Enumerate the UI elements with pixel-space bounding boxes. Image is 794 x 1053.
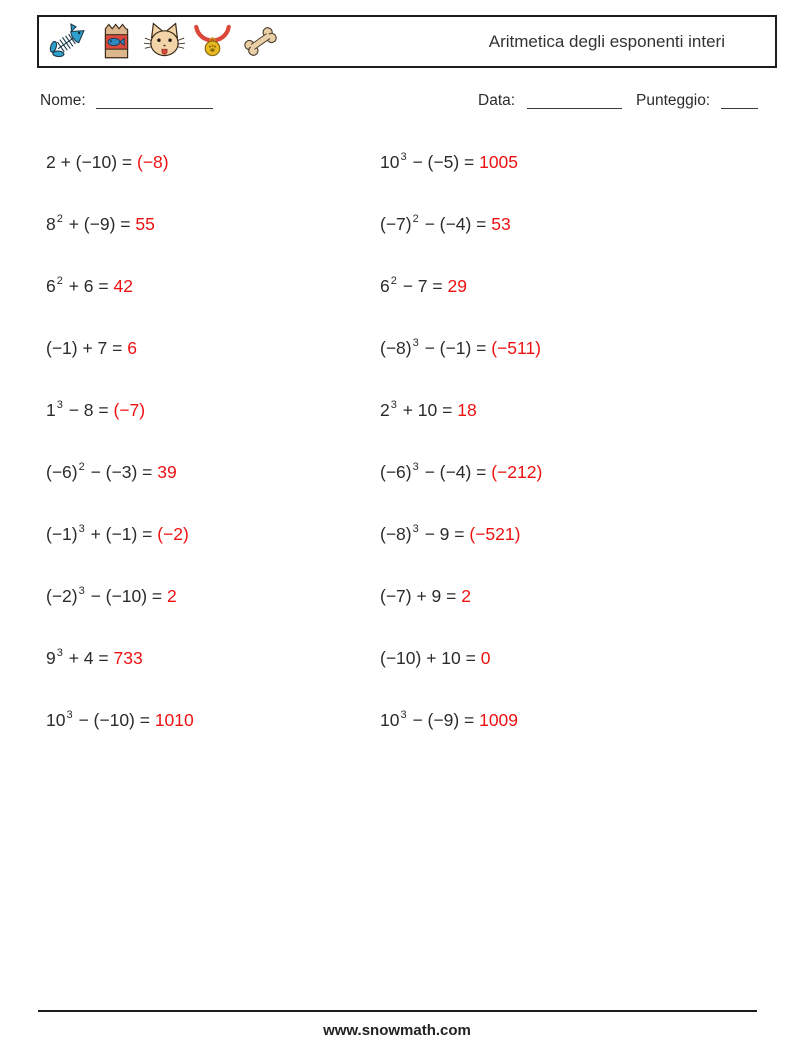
problem-answer: 2 (166, 585, 177, 606)
problem-row (380, 317, 542, 379)
score-label: Punteggio: (636, 92, 711, 109)
header-icons (39, 21, 281, 62)
problem-answer: 55 (135, 213, 155, 234)
problem-row (380, 131, 542, 193)
pet-food-bag-icon (96, 21, 137, 62)
problem-row (46, 193, 194, 255)
problem-expression: $(-1)^3 + (-1)$ = (46, 522, 158, 544)
problem-answer: 18 (457, 399, 477, 420)
problem-expression: $(-8)^3 - 9$ = (380, 522, 470, 544)
problem-expression: $10^3 - (-9)$ = (380, 708, 480, 730)
problem-row (46, 689, 194, 751)
problem-expression: $6^2 - 7$ = (380, 274, 448, 296)
problem-row (380, 565, 542, 627)
problem-column-left (46, 131, 194, 751)
problem-answer: 42 (113, 275, 133, 296)
problem-expression: $(-2)^3 - (-10)$ = (46, 584, 167, 606)
problem-row (46, 503, 194, 565)
problem-row (380, 255, 542, 317)
problem-row (380, 193, 542, 255)
problem-answer: (−511) (491, 337, 542, 358)
date-blank-line (527, 92, 622, 109)
problem-expression: $6^2 + 6$ = (46, 274, 114, 296)
problem-answer: (−7) (113, 399, 146, 420)
date-label: Data: (478, 92, 516, 109)
problem-expression: $8^2 + (-9)$ = (46, 212, 136, 234)
cat-face-icon (144, 21, 185, 62)
problem-answer: 1009 (479, 709, 519, 730)
problem-answer: (−8) (136, 151, 169, 172)
problem-expression: $10^3 - (-10)$ = (46, 708, 155, 730)
name-label: Nome: (40, 92, 86, 109)
footer-divider (38, 1010, 757, 1012)
problem-answer: 53 (491, 213, 511, 234)
problem-expression: $(-7)^2 - (-4)$ = (380, 212, 492, 234)
problem-expression: (−7) + 9 = (380, 585, 462, 606)
problem-expression: (−10) + 10 = (380, 647, 481, 668)
problem-expression: $2^3 + 10$ = (380, 398, 458, 420)
problem-answer: 733 (113, 647, 143, 668)
problem-row (380, 379, 542, 441)
problem-answer: 39 (157, 461, 177, 482)
problem-row (46, 255, 194, 317)
problem-row (46, 131, 194, 193)
problem-expression: $9^3 + 4$ = (46, 646, 114, 668)
problem-expression: $(-6)^3 - (-4)$ = (380, 460, 492, 482)
fish-skeleton-icon (48, 21, 89, 62)
problem-expression: $1^3 - 8$ = (46, 398, 114, 420)
collar-medal-icon (192, 21, 233, 62)
footer-url: www.snowmath.com (323, 1022, 471, 1039)
problem-answer: 29 (447, 275, 467, 296)
worksheet-title: Aritmetica degli esponenti interi (488, 31, 725, 51)
problem-answer: 0 (480, 647, 491, 668)
problem-answer: (−521) (469, 523, 521, 544)
problem-answer: 6 (127, 337, 137, 358)
problem-expression: $10^3 - (-5)$ = (380, 150, 480, 172)
problem-expression: $(-8)^3 - (-1)$ = (380, 336, 492, 358)
problem-expression: (−1) + 7 = (46, 337, 128, 358)
bone-icon (240, 21, 281, 62)
problem-answer: 1010 (154, 709, 194, 730)
problem-column-right (380, 131, 542, 751)
problem-row (380, 627, 542, 689)
header-box (37, 15, 777, 68)
problem-answer: 2 (461, 585, 471, 606)
score-blank-line (721, 92, 758, 109)
problem-expression: $(-6)^2 - (-3)$ = (46, 460, 158, 482)
problem-answer: (−212) (491, 461, 543, 482)
form-row (0, 92, 794, 114)
name-blank-line (96, 92, 213, 109)
problem-row (380, 689, 542, 751)
problem-row (380, 441, 542, 503)
problem-row (46, 317, 194, 379)
problem-row (380, 503, 542, 565)
problem-row (46, 565, 194, 627)
problem-answer: 1005 (479, 151, 519, 172)
problem-expression: 2 + (−10) = (46, 151, 137, 172)
problem-row (46, 379, 194, 441)
problem-row (46, 627, 194, 689)
problem-answer: (−2) (157, 523, 189, 544)
problem-row (46, 441, 194, 503)
